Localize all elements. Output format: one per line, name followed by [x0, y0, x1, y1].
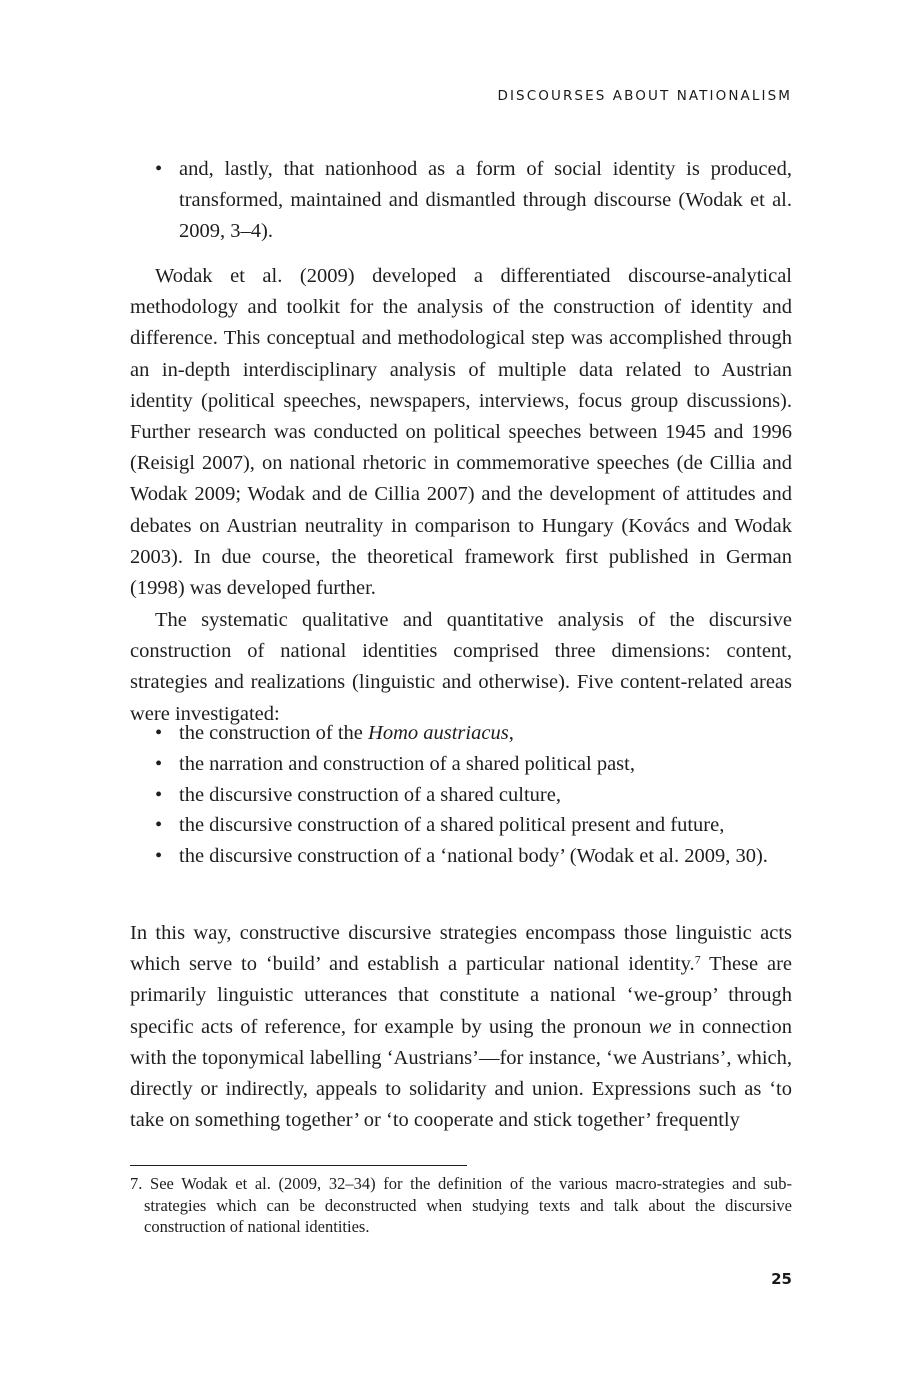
footnote-number: 7.	[130, 1174, 143, 1193]
paragraph-text: These are primarily linguistic utterances that constitute a national ‘we-group’ through specific acts of reference, for example by using the pronoun	[130, 953, 792, 1038]
footnote-reference[interactable]: 7	[694, 952, 701, 967]
list-item-text: the discursive construction of a shared political present and future,	[179, 814, 725, 837]
list-item	[155, 810, 792, 841]
list-item-punct: ,	[508, 722, 514, 744]
running-head: DISCOURSES ABOUT NATIONALISM	[497, 88, 792, 104]
list-item	[155, 718, 792, 749]
footnote-body	[130, 1173, 792, 1238]
body-paragraph	[130, 918, 792, 1136]
footnote-divider	[130, 1165, 467, 1166]
footnote	[130, 1173, 792, 1238]
list-item	[155, 749, 792, 780]
list-item-text: the construction of the	[179, 722, 369, 744]
list-item	[155, 154, 792, 248]
italic-term: we	[648, 1015, 672, 1038]
body-paragraph: The systematic qualitative and quantitative analysis of the discursive construction of national identities comprised three dimensions: content, strategies and realizations (linguistic and otherwise). Five content-related areas were investigated:	[130, 609, 792, 725]
list-item-text: and, lastly, that nationhood as a form of social identity is produced, transformed, maintained and dismantled through discourse (Wodak et al. 2009, 3–4).	[179, 158, 792, 243]
body-paragraph: Wodak et al. (2009) developed a differentiated discourse-analytical methodology and toolkit for the analysis of the construction of identity and difference. This conceptual and methodological step was accomplished through an in-depth interdisciplinary analysis of multiple data related to Austrian identity (political speeches, newspapers, interviews, focus group discussions). Further research was conducted on political speeches between 1945 and 1996 (Reisigl 2007), on national rhetoric in commemorative speeches (de Cillia and Wodak 2009; Wodak and de Cillia 2007) and the development of attitudes and debates on Austrian neutrality in comparison to Hungary (Kovács and Wodak 2003). In due course, the theoretical framework first published in German (1998) was developed further.	[130, 265, 792, 600]
bullet-icon: •	[155, 845, 163, 868]
content-areas-list	[155, 718, 792, 872]
list-item-text: the narration and construction of a shared political past,	[179, 752, 635, 775]
list-item-text: the discursive construction of a ‘national body’ (Wodak et al. 2009, 30).	[179, 845, 768, 868]
bullet-icon: •	[155, 722, 163, 744]
list-item	[155, 780, 792, 811]
intro-bullet-list	[155, 154, 792, 248]
bullet-icon: •	[155, 783, 163, 806]
italic-term: Homo austriacus	[368, 722, 509, 744]
list-item-text: the discursive construction of a shared culture,	[179, 783, 561, 806]
paragraph-text: In this way, constructive discursive strategies encompass those linguistic acts which serve to ‘build’ and establish a particular national identity.	[130, 922, 792, 976]
page-number: 25	[771, 1270, 792, 1288]
list-item	[155, 841, 792, 872]
paragraph-text: in connection with the toponymical labelling ‘Austrians’—for instance, ‘we Austrians’, which, directly or indirectly, appeals to solidarity and union. Expressions such as ‘to take on something together’ or ‘to cooperate and stick together’ frequently	[130, 1015, 792, 1132]
bullet-icon: •	[155, 752, 163, 775]
bullet-icon: •	[155, 814, 163, 837]
bullet-icon: •	[155, 158, 163, 180]
footnote-text: See Wodak et al. (2009, 32–34) for the definition of the various macro-strategies and sub-strategies which can be deconstructed when studying texts and talk about the discursive construction of national identities.	[142, 1174, 792, 1236]
